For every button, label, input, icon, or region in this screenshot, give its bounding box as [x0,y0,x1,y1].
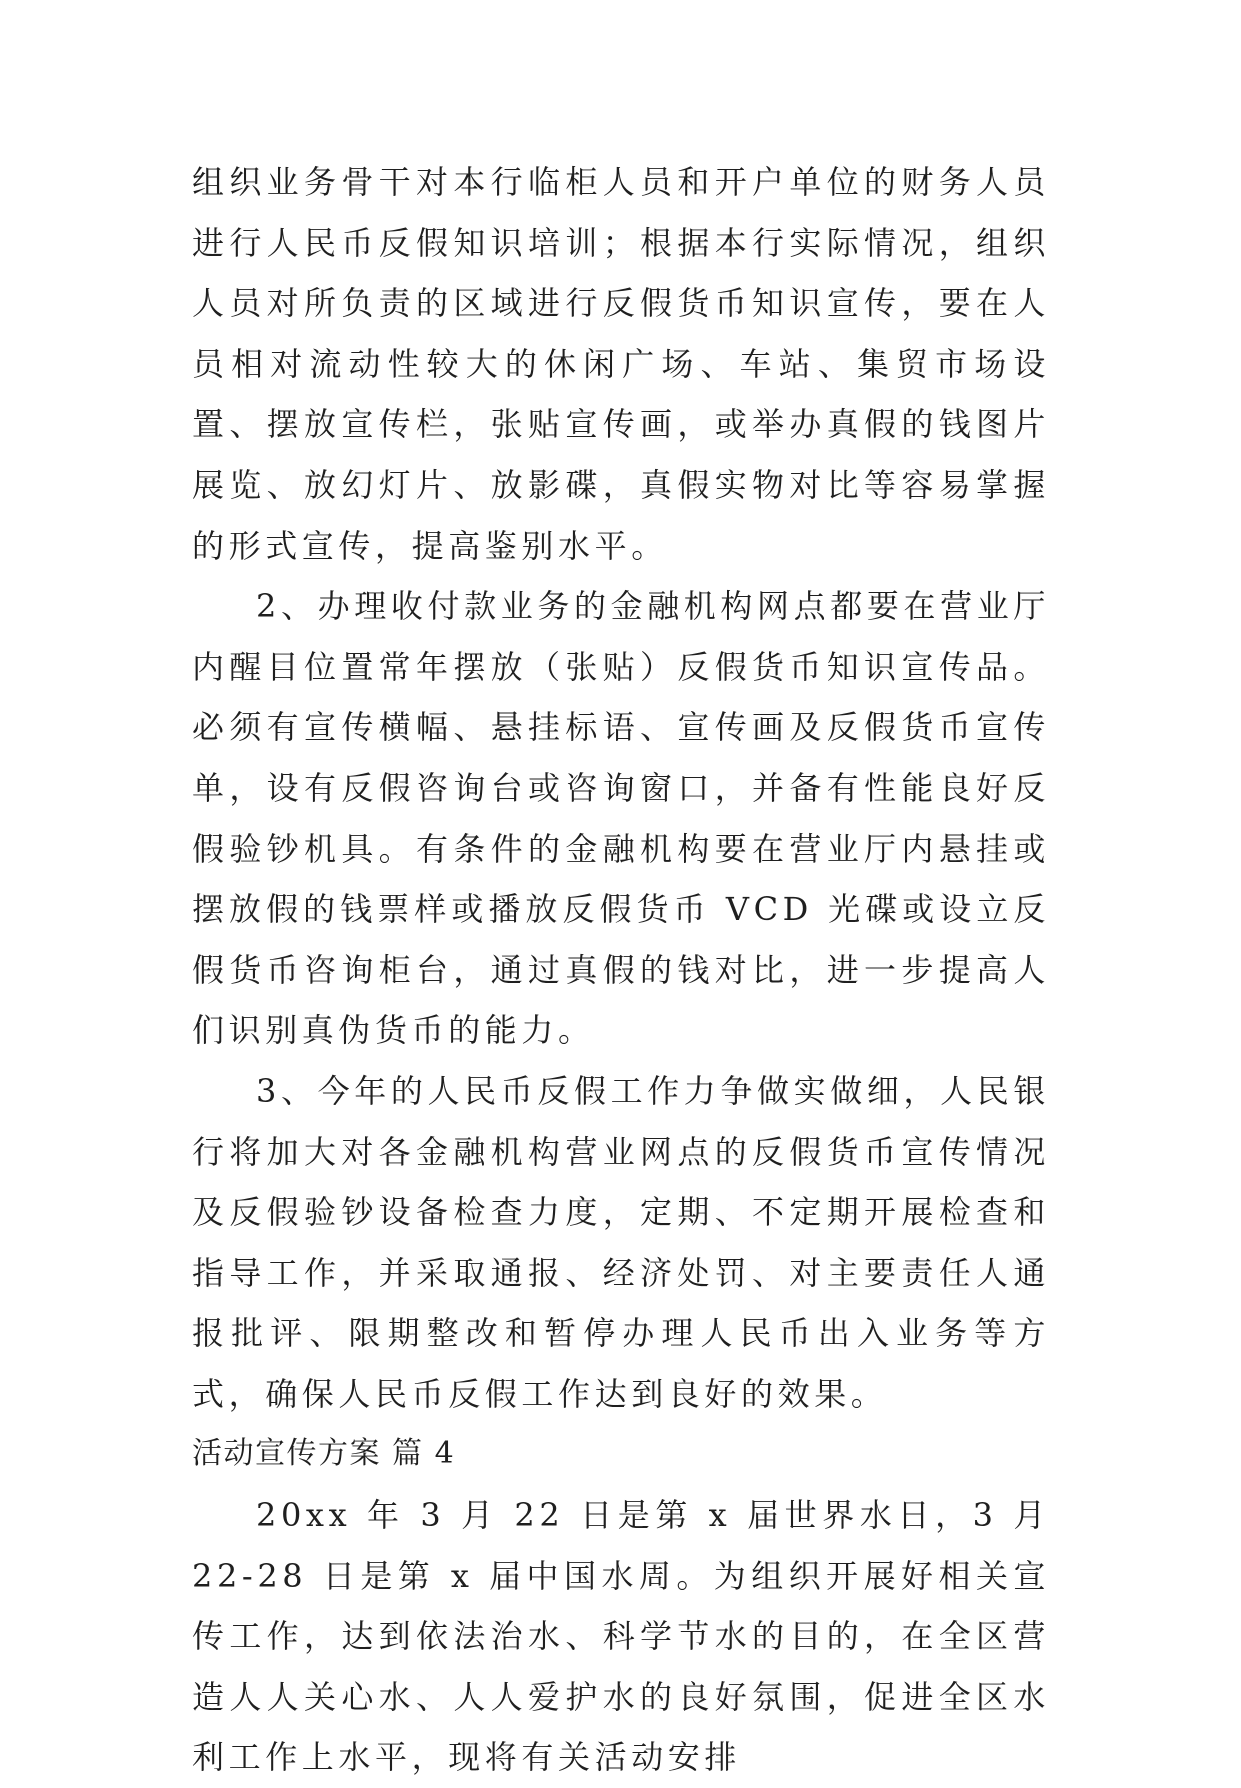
paragraph-item-3-inspection: 3、今年的人民币反假工作力争做实做细，人民银行将加大对各金融机构营业网点的反假货币宣传情况及反假验钞设备检查力度，定期、不定期开展检查和指导工作，并采取通报、经济处罚、对主要责任人通报批评、限期整改和暂停办理人民币出入业务等方式，确保人民币反假工作达到良好的效果。 [192,1071,1050,1413]
paragraph-item-2-lobby-display: 2、办理收付款业务的金融机构网点都要在营业厅内醒目位置常年摆放（张贴）反假货币知识宣传品。必须有宣传横幅、悬挂标语、宣传画及反假货币宣传单，设有反假咨询台或咨询窗口，并备有性能良好反假验钞机具。有条件的金融机构要在营业厅内悬挂或摆放假的钱票样或播放反假货币 VCD 光碟或设立反假货币咨询柜台，通过真假的钱对比，进一步提高人们识别真伪货币的能力。 [192,587,1050,1050]
document-body [192,152,1050,1788]
paragraph-continued-training: 组织业务骨干对本行临柜人员和开户单位的财务人员进行人民币反假知识培训；根据本行实际情况，组织人员对所负责的区域进行反假货币知识宣传，要在人员相对流动性较大的休闲广场、车站、集贸市场设置、摆放宣传栏，张贴宣传画，或举办真假的钱图片展览、放幻灯片、放影碟，真假实物对比等容易掌握的形式宣传，提高鉴别水平。 [192,163,1050,565]
paragraph-section-4-intro: 20xx 年 3 月 22 日是第 x 届世界水日，3 月 22-28 日是第 x 届中国水周。为组织开展好相关宣传工作，达到依法治水、科学节水的目的，在全区营造人人关心水、人人爱护水的良好氛围，促进全区水利工作上水平，现将有关活动安排 [192,1496,1050,1777]
section-heading: 活动宣传方案 篇 4 [192,1436,456,1472]
